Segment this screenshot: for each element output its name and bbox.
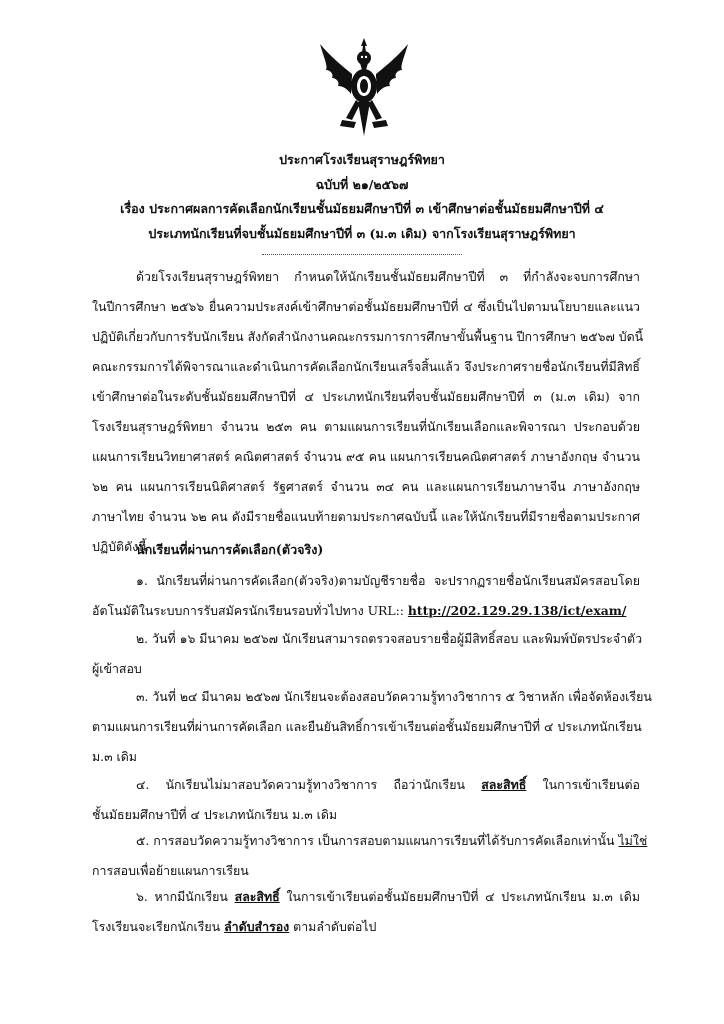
forfeit-label: สละสิทธิ์ — [234, 889, 280, 904]
intro-line: โรงเรียนสุราษฎร์พิทยา จำนวน ๒๕๓ คน ตามแผนการเรียนที่นักเรียนเลือกและพิจารณา ประกอบด้วย — [92, 419, 640, 434]
intro-line: ในปีการศึกษา ๒๕๖๖ ยื่นความประสงค์เข้าศึกษาต่อชั้นมัธยมศึกษาปีที่ ๔ ซึ่งเป็นไปตามนโยบายและแนว — [92, 299, 640, 314]
intro-line: เข้าศึกษาต่อในระดับชั้นมัธยมศึกษาปีที่ ๔ ประเภทนักเรียนที่จบชั้นมัธยมศึกษาปีที่ ๓ (ม.๓ เดิม) จาก — [92, 389, 640, 404]
exam-url-link[interactable]: http://202.129.29.138/ict/exam/ — [407, 603, 627, 618]
reserve-order-label: ลำดับสำรอง — [224, 919, 290, 934]
list-item-2: ๒. วันที่ ๑๖ มีนาคม ๒๕๖๗ นักเรียนสามารถตรวจสอบรายชื่อผู้มีสิทธิ์สอบ และพิมพ์บัตรประจำตัว ผู้เข้าสอบ — [92, 631, 643, 676]
forfeit-label: สละสิทธิ์ — [481, 777, 527, 792]
announcement-number: ฉบับที่ ๒๑/๒๕๖๗ — [315, 177, 409, 192]
list-item-4: ๔. นักเรียนไม่มาสอบวัดความรู้ทางวิชาการ ถือว่านักเรียน สละสิทธิ์ ในการเข้าเรียนต่อ ชั้นมัธยมศึกษาปีที่ ๔ ประเภทนักเรียน ม.๓ เดิม — [92, 777, 640, 822]
announcement-org: ประกาศโรงเรียนสุราษฎร์พิทยา — [279, 152, 445, 167]
intro-line: ด้วยโรงเรียนสุราษฎร์พิทยา กำหนดให้นักเรียนชั้นมัธยมศึกษาปีที่ ๓ ที่กำลังจะจบการศึกษา — [136, 269, 640, 284]
intro-line: แผนการเรียนวิทยาศาสตร์ คณิตศาสตร์ จำนวน ๙๕ คน แผนการเรียนคณิตศาสตร์ ภาษาอังกฤษ จำนวน — [92, 449, 640, 464]
garuda-emblem-icon — [316, 36, 412, 138]
list-item-3: ๓. วันที่ ๒๔ มีนาคม ๒๕๖๗ นักเรียนจะต้องสอบวัดความรู้ทางวิชาการ ๕ วิชาหลัก เพื่อจัดห้องเรียน ตามแผนการเรียนที่ผ่านการคัดเลือก และยืนยันสิทธิ์การเข้าเรียนต่อชั้นมัธยมศึกษาปีที่ ๔ ประเภทนักเรียน ม.๓ เดิม — [92, 689, 652, 764]
subject-line-1: เรื่อง ประกาศผลการคัดเลือกนักเรียนชั้นมัธยมศึกษาปีที่ ๓ เข้าศึกษาต่อชั้นมัธยมศึกษาปีที่ ๔ — [120, 201, 604, 216]
list-item-1: ๑. นักเรียนที่ผ่านการคัดเลือก(ตัวจริง)ตามบัญชีรายชื่อ จะปรากฏรายชื่อนักเรียนสมัครสอบโดย อัตโนมัติในระบบการรับสมัครนักเรียนรอบทั่วไปทาง URL:: http://202.129.29.138/ict/exam/ — [92, 573, 640, 618]
list-item-6: ๖. หากมีนักเรียน สละสิทธิ์ ในการเข้าเรียนต่อชั้นมัธยมศึกษาปีที่ ๔ ประเภทนักเรียน ม.๓ เดิม โรงเรียนจะเรียกนักเรียน ลำดับสำรอง ตามลำดับต่อไป — [92, 889, 641, 934]
subject-line-2: ประเภทนักเรียนที่จบชั้นมัธยมศึกษาปีที่ ๓ (ม.๓ เดิม) จากโรงเรียนสุราษฎร์พิทยา — [148, 226, 576, 241]
list-item-5: ๕. การสอบวัดความรู้ทางวิชาการ เป็นการสอบตามแผนการเรียนที่ได้รับการคัดเลือกเท่านั้น ไม่ใช่ การสอบเพื่อย้ายแผนการเรียน — [92, 833, 648, 878]
intro-line: คณะกรรมการได้พิจารณาและดำเนินการคัดเลือกนักเรียนเสร็จสิ้นแล้ว จึงประกาศรายชื่อนักเรียนที่มีสิทธิ์ — [92, 359, 640, 374]
intro-line: ๖๒ คน แผนการเรียนนิติศาสตร์ รัฐศาสตร์ จำนวน ๓๔ คน และแผนการเรียนภาษาจีน ภาษาอังกฤษ — [92, 479, 640, 494]
divider — [262, 254, 462, 255]
intro-paragraph — [92, 262, 644, 562]
section-heading: นักเรียนที่ผ่านการคัดเลือก(ตัวจริง) — [136, 542, 324, 557]
intro-line: ปฏิบัติดังนี้ — [92, 539, 147, 554]
intro-line: ภาษาไทย จำนวน ๖๒ คน ดังมีรายชื่อแนบท้ายตามประกาศฉบับนี้ และให้นักเรียนที่มีรายชื่อตามประกาศ — [92, 509, 640, 524]
not-label: ไม่ใช่ — [618, 833, 648, 848]
intro-line: ปฏิบัติเกี่ยวกับการรับนักเรียน สังกัดสำนักงานคณะกรรมการการศึกษาขั้นพื้นฐาน ปีการศึกษา ๒๕๖๗ บัดนี้ — [92, 329, 644, 344]
